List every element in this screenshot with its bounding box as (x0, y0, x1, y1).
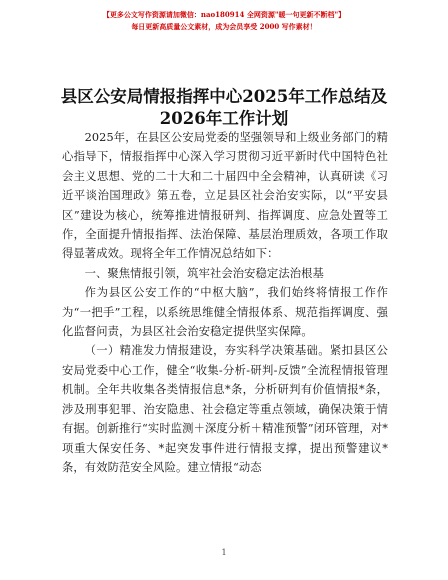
page-number: 1 (221, 548, 227, 557)
document-title-line-2: 2026年工作计划 (159, 109, 289, 128)
document-title (30, 86, 418, 130)
section-paragraph: 作为县区公安工作的“中枢大脑”，我们始终将情报工作作为“一把手”工程，以系统思维健全情报体系、规范指挥调度、强化监督问责，为县区社会治安稳定提供坚实保障。 (62, 286, 388, 339)
intro-paragraph: 2025年，在县区公安局党委的坚强领导和上级业务部门的精心指导下，情报指挥中心深入学习贯彻习近平新时代中国特色社会主义思想、党的二十大和二十届四中全会精神，认真研读《习近平谈治国理政》第五卷，立足县区社会治安实际，以“平安县区”建设为核心，统筹推进情报研判、指挥调度、应急处置等工作，全面提升情报指挥、法治保障、基层治理质效，各项工作取得显著成效。现将全年工作情况总结如下： (62, 131, 388, 261)
promo-banner-line-2: 每日更新高质量公文素材，成为会员享受 2000 写作素材！ (131, 22, 317, 31)
subsection-paragraph: （一）精准发力情报建设，夯实科学决策基础。紧扣县区公安局党委中心工作，健全“收集-分析-研判-反馈”全流程情报管理机制。全年共收集各类情报信息*条，分析研判有价值情报*条，涉及刑事犯罪、治安隐患、社会稳定等重点领域，确保决策于情有据。创新推行“实时监测＋深度分析＋精准预警”闭环管理，对*项重大保安任务、*起突发事件进行情报支撑，提出预警建议*条，有效防范安全风险。建立情报“动态 (62, 344, 388, 474)
section-heading: 一、聚焦情报引领，筑牢社会治安稳定法治根基 (84, 266, 324, 280)
document-body (62, 128, 388, 477)
promo-banner (0, 9, 448, 33)
document-title-line-1: 县区公安局情报指挥中心2025年工作总结及 (60, 87, 388, 106)
promo-banner-line-1: 【更多公文写作资源请加微信：nao180914 全网资源"暖一句更新不断档"】 (102, 10, 346, 19)
